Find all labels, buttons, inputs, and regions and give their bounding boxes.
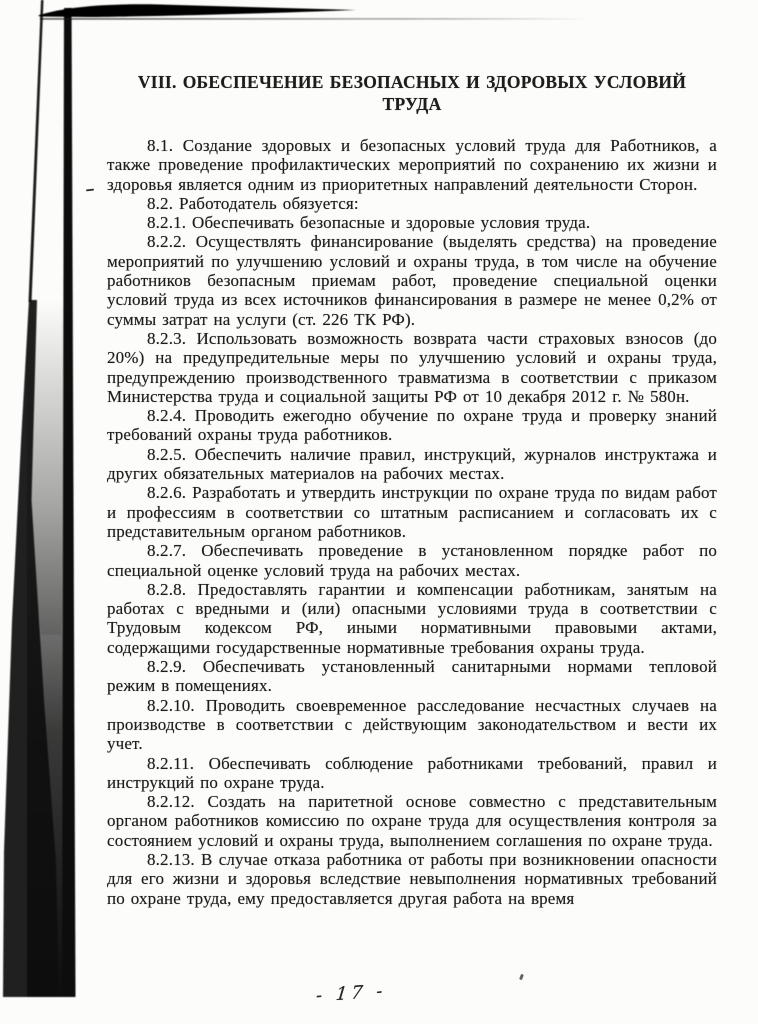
paragraph-8-1: 8.1. Создание здоровых и безопасных условий труда для Работников, а также проведение профилактических мероприятий по сохранению их жизни и здоровья является одним из приоритетных направлений деятельности Сторон. xyxy=(107,136,717,194)
paragraph-8-2-3: 8.2.3. Использовать возможность возврата части страховых взносов (до 20%) на предупредительные меры по улучшению условий и охраны труда, предупреждению производственного травматизма в соответствии с приказом Министерства труда и социальной защиты РФ от 10 декабря 2012 г. № 580н. xyxy=(107,328,717,406)
section-title xyxy=(107,72,717,115)
paragraph-8-2-7: 8.2.7. Обеспечивать проведение в установленном порядке работ по специальной оценке условий труда на рабочих местах. xyxy=(107,541,717,580)
paragraph-8-2-8: 8.2.8. Предоставлять гарантии и компенсации работникам, занятым на работах с вредными и (или) опасными условиями труда в соответствии с Трудовым кодексом РФ, иными нормативными правовыми актами, содержащими государственные нормативные требования охраны труда. xyxy=(107,579,717,657)
document-content xyxy=(107,72,717,908)
paragraph-8-2-4: 8.2.4. Проводить ежегодно обучение по охране труда и проверку знаний требований охраны труда работников. xyxy=(107,406,717,445)
paragraph-8-2-2: 8.2.2. Осуществлять финансирование (выделять средства) на проведение мероприятий по улучшению условий и охраны труда, в том числе на обучение работников безопасным приемам работ, проведение специальной оценки условий труда из всех источников финансирования в размере не менее 0,2% от суммы затрат на услуги (ст. 226 ТК РФ). xyxy=(107,232,717,329)
section-title-line1: VIII. ОБЕСПЕЧЕНИЕ БЕЗОПАСНЫХ И ЗДОРОВЫХ УСЛОВИЙ xyxy=(137,72,687,92)
paragraph-8-2: 8.2. Работодатель обязуется: xyxy=(147,193,359,213)
paragraph-8-2-12: 8.2.12. Создать на паритетной основе совместно с представительным органом работников комиссию по охране труда для осуществления контроля за состоянием условий и охраны труда, выполнением соглашения по охране труда. xyxy=(107,792,717,850)
paragraph-8-2-11: 8.2.11. Обеспечивать соблюдение работниками требований, правил и инструкций по охране труда. xyxy=(107,753,717,792)
scan-speck xyxy=(519,974,524,981)
paragraph-8-2-5: 8.2.5. Обеспечить наличие правил, инструкций, журналов инструктажа и других обязательных материалов на рабочих местах. xyxy=(107,444,717,484)
paragraph-8-2-10: 8.2.10. Проводить своевременное расследование несчастных случаев на производстве в соответствии с действующим законодательством и вести их учет. xyxy=(107,695,717,754)
paragraph-8-2-13: 8.2.13. В случае отказа работника от работы при возникновении опасности для его жизни и здоровья вследствие невыполнения нормативных требований по охране труда, ему предоставляется другая работа на время xyxy=(107,849,717,908)
section-title-line2: ТРУДА xyxy=(382,93,442,114)
scan-speck xyxy=(86,189,94,192)
paragraph-8-2-9: 8.2.9. Обеспечивать установленный санитарными нормами тепловой режим в помещениях. xyxy=(107,657,717,696)
paragraph-8-2-1: 8.2.1. Обеспечивать безопасные и здоровые условия труда. xyxy=(147,213,591,233)
handwritten-page-number: - 17 - xyxy=(314,980,388,1007)
scan-left-edge-artifact xyxy=(0,0,80,1024)
paragraph-8-2-6: 8.2.6. Разработать и утвердить инструкции по охране труда по видам работ и профессиям в соответствии со штатным расписанием и согласовать их с представительным органом работников. xyxy=(107,483,717,541)
scan-top-edge-artifact xyxy=(28,0,638,28)
